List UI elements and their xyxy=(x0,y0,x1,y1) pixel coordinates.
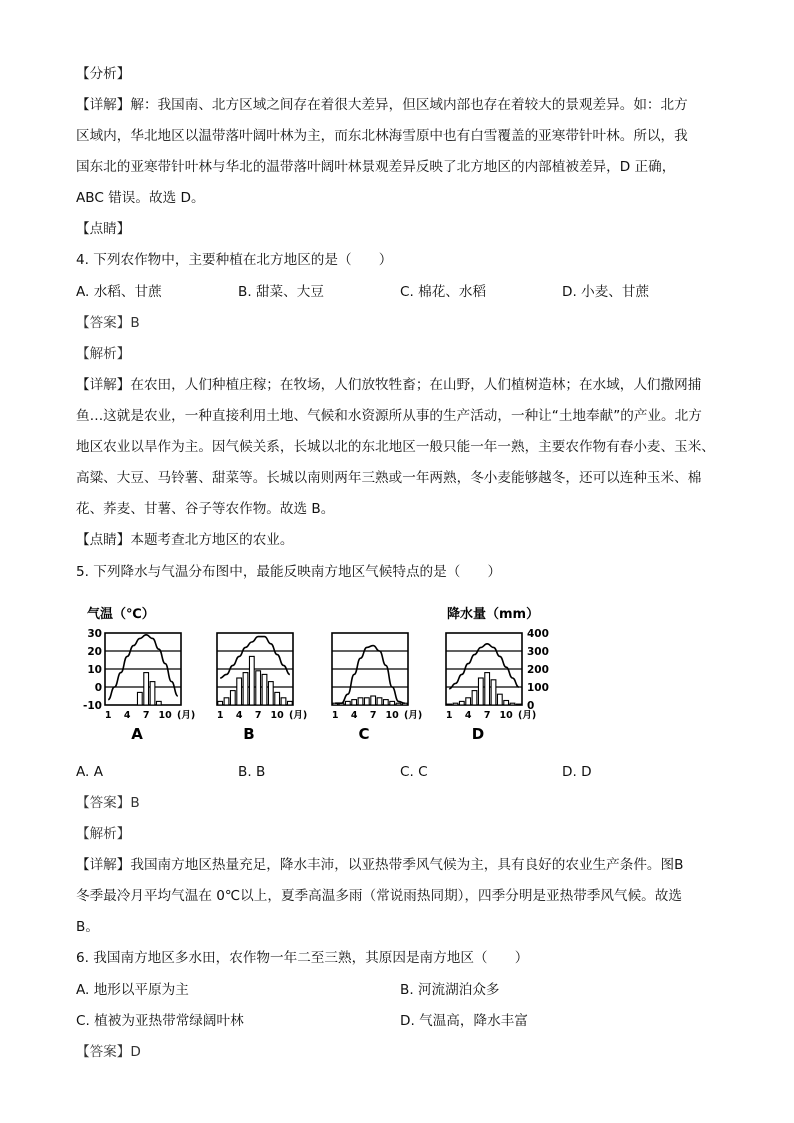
month-tick-label: 4 xyxy=(235,710,243,721)
climate-panel xyxy=(332,633,422,743)
month-tick-label: 10 xyxy=(270,710,284,721)
precip-bar xyxy=(497,694,502,705)
month-tick-label: 7 xyxy=(254,710,262,721)
month-tick-label: 7 xyxy=(369,710,377,721)
analysis-heading: 【分析】 xyxy=(76,66,131,82)
q5-option-b: B. B xyxy=(238,764,266,780)
precip-bar xyxy=(447,704,452,705)
month-unit-label: (月) xyxy=(404,710,423,721)
detail-line: 【详解】解：我国南、北方区域之间存在着很大差异，但区域内部也存在着较大的景观差异。如：北方 xyxy=(76,97,688,113)
question-6-stem: 6. 我国南方地区多水田，农作物一年二至三熟，其原因是南方地区（ ） xyxy=(76,950,529,966)
precip-bar xyxy=(256,671,261,705)
precip-bar xyxy=(150,682,155,705)
panel-label: D xyxy=(471,725,485,743)
precip-bar xyxy=(504,701,509,706)
precip-bar xyxy=(345,701,350,705)
q5-option-c: C. C xyxy=(400,764,428,780)
q4-answer: 【答案】B xyxy=(76,315,140,331)
temperature-curve xyxy=(108,635,178,700)
precip-tick-label: 400 xyxy=(527,628,549,640)
detail-line: 花、荞麦、甘薯、谷子等农作物。故选 B。 xyxy=(76,501,335,517)
temp-tick-label: 20 xyxy=(87,646,102,658)
precip-bar xyxy=(224,698,229,705)
question-5-stem: 5. 下列降水与气温分布图中，最能反映南方地区气候特点的是（ ） xyxy=(76,564,502,580)
panel-label: B xyxy=(243,725,255,743)
precip-bar xyxy=(383,700,388,705)
month-tick-label: 1 xyxy=(216,710,224,721)
temp-tick-label: 10 xyxy=(87,664,102,676)
precip-bar xyxy=(275,692,280,705)
precip-bar xyxy=(472,691,477,705)
precip-bar xyxy=(390,701,395,705)
month-unit-label: (月) xyxy=(289,710,308,721)
q6-option-c: C. 植被为亚热带常绿阔叶林 xyxy=(76,1013,244,1029)
precip-bar xyxy=(262,674,267,705)
temperature-curve xyxy=(335,646,405,704)
panel-label: A xyxy=(131,725,143,743)
q5-option-a: A. A xyxy=(76,764,104,780)
climate-panel xyxy=(105,633,195,743)
question-4-stem: 4. 下列农作物中，主要种植在北方地区的是（ ） xyxy=(76,252,393,268)
q5-option-d: D. D xyxy=(562,764,592,780)
precip-bar xyxy=(218,701,223,705)
precip-bar xyxy=(249,656,254,705)
climate-panel xyxy=(217,633,307,743)
month-unit-label: (月) xyxy=(177,710,196,721)
panel-label: C xyxy=(358,725,370,743)
month-tick-label: 7 xyxy=(142,710,150,721)
climate-charts-figure xyxy=(80,598,580,748)
precip-bar xyxy=(243,673,248,705)
month-tick-label: 7 xyxy=(483,710,491,721)
precip-bar xyxy=(358,698,363,705)
precip-bar xyxy=(491,680,496,705)
detail-line: 区域内，华北地区以温带落叶阔叶林为主，而东北林海雪原中也有白雪覆盖的亚寒带针叶林。所以，我 xyxy=(76,128,688,144)
precip-bar xyxy=(144,673,149,705)
precip-bar xyxy=(268,682,273,705)
month-tick-label: 1 xyxy=(445,710,453,721)
precip-bar xyxy=(396,703,401,705)
q5-answer: 【答案】B xyxy=(76,795,140,811)
detail-line: 高粱、大豆、马铃薯、甜菜等。长城以南则两年三熟或一年两熟，冬小麦能够越冬，还可以连种玉米、棉 xyxy=(76,470,702,486)
precip-bar xyxy=(287,701,292,705)
temp-tick-label: 0 xyxy=(94,682,102,694)
q4-option-a: A. 水稻、甘蔗 xyxy=(76,284,162,300)
temp-tick-label: -10 xyxy=(83,700,102,712)
precip-bar xyxy=(352,700,357,705)
q6-option-d: D. 气温高，降水丰富 xyxy=(400,1013,528,1029)
q6-option-a: A. 地形以平原为主 xyxy=(76,982,189,998)
q5-analysis-heading: 【解析】 xyxy=(76,826,131,842)
precip-tick-label: 200 xyxy=(527,664,549,676)
q4-option-c: C. 棉花、水稻 xyxy=(400,284,487,300)
precip-tick-label: 0 xyxy=(527,700,535,712)
precip-bar xyxy=(466,698,471,705)
detail-line: 地区农业以旱作为主。因气候关系，长城以北的东北地区一般只能一年一熟，主要农作物有春小麦、玉米、 xyxy=(76,439,715,455)
precip-tick-label: 100 xyxy=(527,682,549,694)
detail-line: 鱼…这就是农业，一种直接利用土地、气候和水资源所从事的生产活动，一种让“土地奉献”的产业。北方 xyxy=(76,408,702,424)
climate-panel xyxy=(446,633,536,743)
q4-option-b: B. 甜菜、大豆 xyxy=(238,284,324,300)
month-tick-label: 4 xyxy=(350,710,358,721)
month-tick-label: 4 xyxy=(464,710,472,721)
detail-line: 冬季最冷月平均气温在 0℃以上，夏季高温多雨（常说雨热同期），四季分明是亚热带季风气候。故选 xyxy=(76,888,682,904)
precip-axis-title: 降水量（mm） xyxy=(447,607,540,622)
detail-line: 国东北的亚寒带针叶林与华北的温带落叶阔叶林景观差异反映了北方地区的内部植被差异，D 正确， xyxy=(76,159,676,175)
month-tick-label: 1 xyxy=(331,710,339,721)
detail-line: ABC 错误。故选 D。 xyxy=(76,190,205,206)
precip-bar xyxy=(453,703,458,705)
precip-bar xyxy=(281,698,286,705)
comment-heading: 【点睛】 xyxy=(76,221,131,237)
precip-tick-label: 300 xyxy=(527,646,549,658)
precip-bar xyxy=(510,703,515,705)
precip-bar xyxy=(364,698,369,705)
month-tick-label: 1 xyxy=(104,710,112,721)
month-tick-label: 10 xyxy=(499,710,513,721)
temp-axis-title: 气温（℃） xyxy=(87,607,155,622)
q6-option-b: B. 河流湖泊众多 xyxy=(400,982,500,998)
temp-tick-label: 30 xyxy=(87,628,102,640)
precip-bar xyxy=(377,698,382,705)
precip-bar xyxy=(459,701,464,705)
month-tick-label: 10 xyxy=(158,710,172,721)
precip-bar xyxy=(516,704,521,705)
q4-option-d: D. 小麦、甘蔗 xyxy=(562,284,650,300)
q4-comment: 【点睛】本题考查北方地区的农业。 xyxy=(76,532,294,548)
precip-bar xyxy=(371,696,376,705)
precip-bar xyxy=(156,701,161,705)
q6-answer: 【答案】D xyxy=(76,1044,141,1060)
precip-bar xyxy=(230,691,235,705)
month-unit-label: (月) xyxy=(518,710,537,721)
q4-analysis-heading: 【解析】 xyxy=(76,346,131,362)
detail-line: 【详解】我国南方地区热量充足，降水丰沛，以亚热带季风气候为主，具有良好的农业生产条件。图B xyxy=(76,857,684,873)
detail-line: 【详解】在农田，人们种植庄稼；在牧场，人们放牧牲畜；在山野，人们植树造林；在水域，人们撒网捕 xyxy=(76,377,702,393)
month-tick-label: 10 xyxy=(385,710,399,721)
precip-bar xyxy=(137,692,142,705)
month-tick-label: 4 xyxy=(123,710,131,721)
temperature-curve xyxy=(220,637,290,678)
precip-bar xyxy=(478,678,483,705)
precip-bar xyxy=(237,678,242,705)
precip-bar xyxy=(485,673,490,705)
detail-line: B。 xyxy=(76,919,99,935)
